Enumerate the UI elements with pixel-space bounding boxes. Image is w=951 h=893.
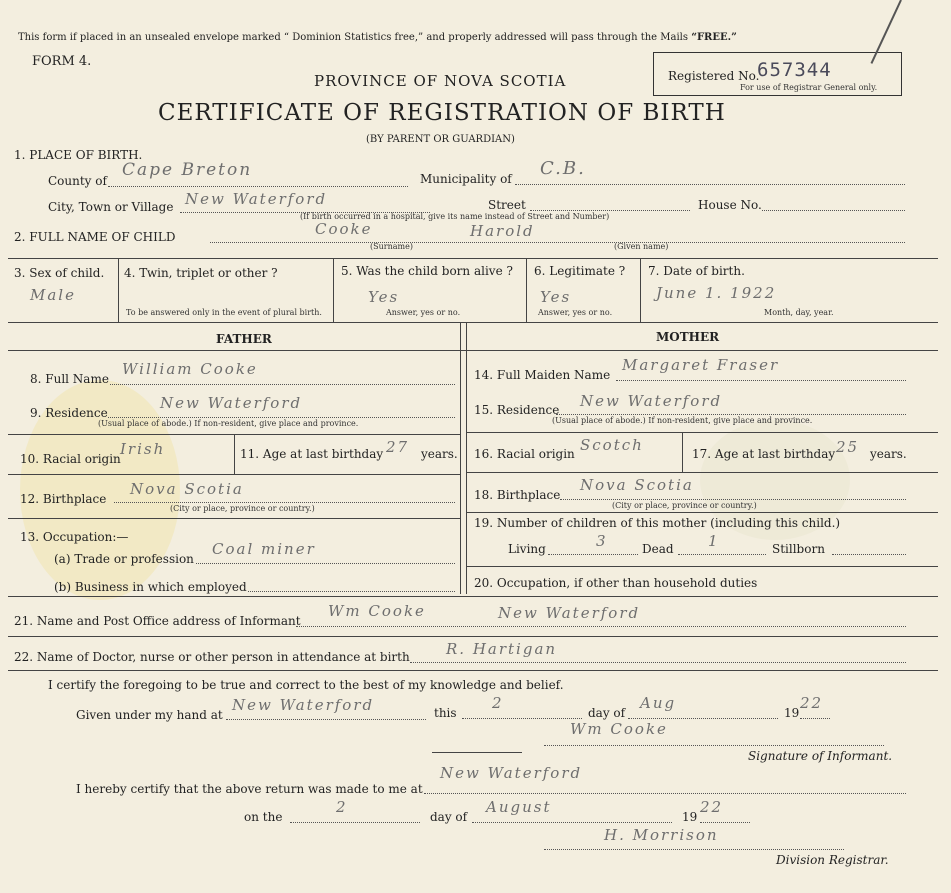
reg-month-line [472, 822, 672, 823]
mailing-note: This form if placed in an unsealed envelope marked “ Dominion Statistics free,” and properly addressed will pass through the Mails “FREE.” [18, 32, 737, 43]
street-line [530, 210, 690, 211]
registrar-signature: H. Morrison [604, 826, 719, 844]
mother-maiden-value: Margaret Fraser [622, 356, 780, 374]
father-business-label: (b) Business in which employed [54, 580, 247, 594]
father-birthplace-label: 12. Birthplace [20, 492, 107, 506]
mother-racial-value: Scotch [580, 436, 644, 454]
father-residence-line [108, 417, 455, 418]
reg-day-line [290, 822, 420, 823]
mother-birthplace-label: 18. Birthplace [474, 488, 561, 502]
informant-line [296, 626, 906, 627]
legit-note: Answer, yes or no. [538, 308, 613, 317]
mother-residence-line [556, 414, 906, 415]
child-given-value: Harold [470, 222, 535, 240]
dead-label: Dead [642, 542, 674, 556]
rule [466, 432, 938, 433]
province-heading: PROVINCE OF NOVA SCOTIA [314, 72, 567, 90]
doctor-label: 22. Name of Doctor, nurse or other person in attendance at birth [14, 650, 410, 664]
rule [234, 434, 235, 474]
year-line [800, 718, 830, 719]
father-age-unit: years. [421, 447, 458, 461]
month-value: Aug [640, 694, 677, 712]
registrar-place: New Waterford [440, 764, 583, 782]
registered-number: 657344 [757, 59, 832, 81]
child-surname-value: Cooke [315, 220, 373, 238]
rule [118, 258, 119, 322]
year-value: 22 [800, 694, 824, 712]
county-label: County of [48, 174, 107, 188]
father-trade-value: Coal miner [212, 540, 316, 558]
this-label: this [434, 706, 457, 720]
mother-maiden-line [616, 380, 906, 381]
alive-note: Answer, yes or no. [386, 308, 461, 317]
mother-racial-label: 16. Racial origin [474, 447, 575, 461]
reg-year-value: 22 [700, 798, 724, 816]
rule [8, 518, 460, 519]
dead-value: 1 [708, 532, 720, 550]
informant-address-value: New Waterford [498, 604, 641, 622]
rule [8, 350, 938, 351]
mother-residence-note: (Usual place of abode.) If non-resident, give place and province. [552, 416, 813, 425]
municipality-label: Municipality of [420, 172, 512, 186]
mother-birthplace-note: (City or place, province or country.) [612, 501, 757, 510]
certificate-subtitle: (BY PARENT OR GUARDIAN) [366, 134, 515, 145]
rule [8, 670, 938, 671]
reg-year-prefix: 19 [682, 810, 698, 824]
father-trade-label: (a) Trade or profession [54, 552, 194, 566]
rule [8, 596, 938, 597]
living-label: Living [508, 542, 546, 556]
doctor-line [410, 662, 906, 663]
mother-children-label: 19. Number of children of this mother (including this child.) [474, 516, 841, 530]
twin-label: 4. Twin, triplet or other ? [124, 266, 278, 280]
rule [8, 258, 938, 259]
street-label: Street [488, 198, 526, 212]
mother-age-unit: years. [870, 447, 907, 461]
father-racial-value: Irish [120, 440, 166, 458]
certificate-title: CERTIFICATE OF REGISTRATION OF BIRTH [158, 100, 726, 126]
father-name-value: William Cooke [122, 360, 258, 378]
alive-label: 5. Was the child born alive ? [341, 264, 513, 278]
mother-heading: MOTHER [656, 330, 720, 344]
municipality-line [515, 184, 905, 185]
registrar-place-line [424, 793, 906, 794]
rule [640, 258, 641, 322]
given-label: Given under my hand at [76, 708, 223, 722]
signature-caption: Signature of Informant. [748, 749, 893, 763]
father-heading: FATHER [216, 332, 272, 346]
rule [8, 322, 938, 323]
doctor-value: R. Hartigan [446, 640, 558, 658]
father-age-label: 11. Age at last birthday [240, 447, 384, 461]
child-name-label: 2. FULL NAME OF CHILD [14, 230, 176, 244]
rule [466, 566, 938, 567]
father-racial-label: 10. Racial origin [20, 452, 121, 466]
county-line [108, 186, 408, 187]
father-birthplace-line [114, 502, 455, 503]
registered-box [653, 52, 902, 96]
legit-label: 6. Legitimate ? [534, 264, 626, 278]
mother-maiden-label: 14. Full Maiden Name [474, 368, 611, 382]
given-line [226, 719, 426, 720]
registrar-note: For use of Registrar General only. [740, 83, 878, 92]
father-name-line [110, 384, 455, 385]
date-label: 7. Date of birth. [648, 264, 745, 278]
hospital-note: (If birth occurred in a hospital, give its name instead of Street and Number) [300, 212, 610, 221]
father-birthplace-note: (City or place, province or country.) [170, 504, 315, 513]
twin-note: To be answered only in the event of plural birth. [126, 308, 322, 317]
father-business-line [248, 591, 455, 592]
date-note: Month, day, year. [764, 308, 834, 317]
mother-residence-value: New Waterford [580, 392, 723, 410]
city-label: City, Town or Village [48, 200, 174, 214]
rule [333, 258, 334, 322]
reg-day-value: 2 [336, 798, 348, 816]
county-value: Cape Breton [122, 160, 253, 180]
registrar-statement: I hereby certify that the above return was made to me at [76, 782, 423, 796]
child-name-line [210, 242, 905, 243]
day-value: 2 [492, 694, 504, 712]
rule [466, 472, 938, 473]
dead-line [678, 554, 766, 555]
rule [8, 636, 938, 637]
column-divider [460, 322, 461, 594]
municipality-value: C.B. [540, 158, 586, 179]
father-residence-label: 9. Residence [30, 406, 108, 420]
date-value: June 1. 1922 [656, 284, 777, 302]
given-place: New Waterford [232, 696, 375, 714]
mother-occupation-label: 20. Occupation, if other than household duties [474, 576, 758, 590]
registered-label: Registered No. [668, 69, 760, 83]
mother-birthplace-value: Nova Scotia [580, 476, 694, 494]
sex-value: Male [30, 286, 76, 304]
rule [432, 752, 522, 753]
rule [526, 258, 527, 322]
year-prefix: 19 [784, 706, 800, 720]
form-number: FORM 4. [32, 54, 92, 69]
father-name-label: 8. Full Name [30, 372, 109, 386]
registrar-caption: Division Registrar. [776, 853, 889, 867]
father-birthplace-value: Nova Scotia [130, 480, 244, 498]
day-line [462, 718, 582, 719]
sex-label: 3. Sex of child. [14, 266, 105, 280]
informant-label: 21. Name and Post Office address of Informant [14, 614, 301, 628]
column-divider [466, 322, 467, 594]
father-trade-line [196, 563, 455, 564]
living-line [548, 554, 638, 555]
alive-value: Yes [368, 288, 400, 306]
house-line [762, 210, 905, 211]
living-value: 3 [596, 532, 608, 550]
certify-statement: I certify the foregoing to be true and correct to the best of my knowledge and belief. [48, 678, 564, 692]
reg-day-of-label: day of [430, 810, 468, 824]
house-label: House No. [698, 198, 762, 212]
given-caption: (Given name) [614, 242, 669, 251]
mother-age-value: 25 [836, 438, 860, 456]
surname-caption: (Surname) [370, 242, 413, 251]
on-the-label: on the [244, 810, 283, 824]
father-residence-value: New Waterford [160, 394, 303, 412]
informant-name-value: Wm Cooke [328, 602, 426, 620]
legit-value: Yes [540, 288, 572, 306]
registrar-signature-line [544, 849, 844, 850]
month-line [628, 718, 778, 719]
stillborn-line [832, 554, 906, 555]
reg-year-line [700, 822, 750, 823]
mother-residence-label: 15. Residence [474, 403, 560, 417]
city-value: New Waterford [185, 190, 328, 208]
signature-line [544, 745, 884, 746]
rule [8, 474, 460, 475]
stillborn-label: Stillborn [772, 542, 825, 556]
reg-month-value: August [486, 798, 552, 816]
informant-signature: Wm Cooke [570, 720, 668, 738]
mother-age-label: 17. Age at last birthday [692, 447, 836, 461]
mother-birthplace-line [560, 499, 906, 500]
father-residence-note: (Usual place of abode.) If non-resident, give place and province. [98, 419, 359, 428]
rule [682, 432, 683, 472]
place-of-birth-label: 1. PLACE OF BIRTH. [14, 148, 143, 162]
rule [466, 512, 938, 513]
father-occupation-label: 13. Occupation:— [20, 530, 129, 544]
father-age-value: 27 [386, 438, 410, 456]
day-of-label: day of [588, 706, 626, 720]
